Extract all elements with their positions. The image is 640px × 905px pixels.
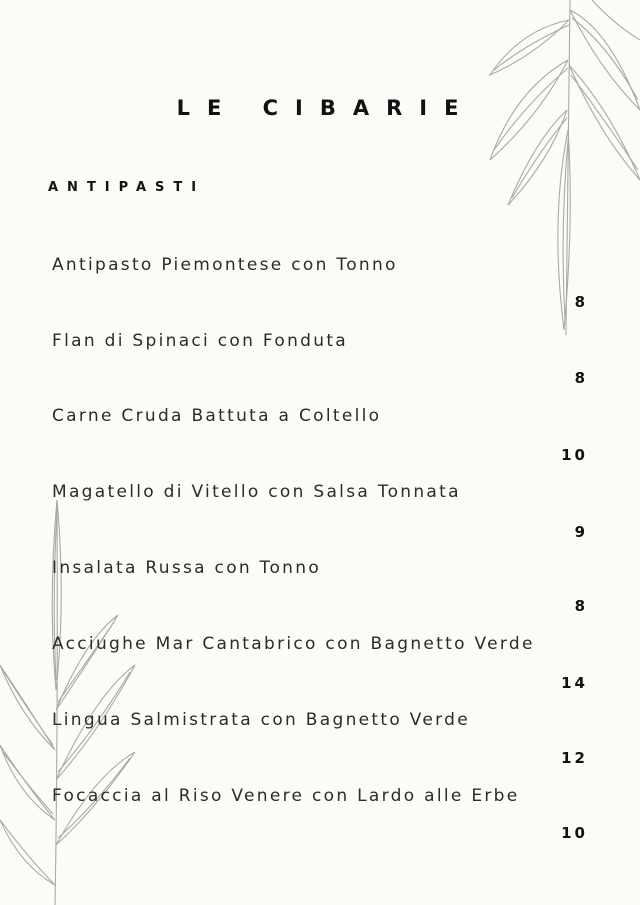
menu-item-name: Flan di Spinaci con Fonduta [52, 331, 349, 351]
menu-item-name: Insalata Russa con Tonno [52, 558, 322, 578]
menu-item-price: 8 [574, 293, 588, 311]
menu-item-price: 9 [574, 523, 588, 541]
menu-title: LE CIBARIE [176, 96, 476, 120]
menu-item-price: 14 [561, 674, 588, 692]
leaf-branch-bottom-left-icon [0, 490, 150, 905]
menu-item-name: Lingua Salmistrata con Bagnetto Verde [52, 710, 470, 730]
menu-item-name: Magatello di Vitello con Salsa Tonnata [52, 482, 461, 502]
leaf-branch-top-right-icon [480, 0, 640, 340]
menu-item-price: 10 [561, 824, 588, 842]
menu-item-price: 8 [574, 369, 588, 387]
menu-item-price: 10 [561, 446, 588, 464]
menu-item-name: Acciughe Mar Cantabrico con Bagnetto Verde [52, 634, 535, 654]
menu-item-name: Antipasto Piemontese con Tonno [52, 255, 398, 275]
section-heading-antipasti: ANTIPASTI [48, 180, 206, 195]
menu-item-name: Focaccia al Riso Venere con Lardo alle Erbe [52, 786, 520, 806]
menu-item-price: 12 [561, 749, 588, 767]
menu-item-name: Carne Cruda Battuta a Coltello [52, 406, 382, 426]
menu-item-price: 8 [574, 597, 588, 615]
